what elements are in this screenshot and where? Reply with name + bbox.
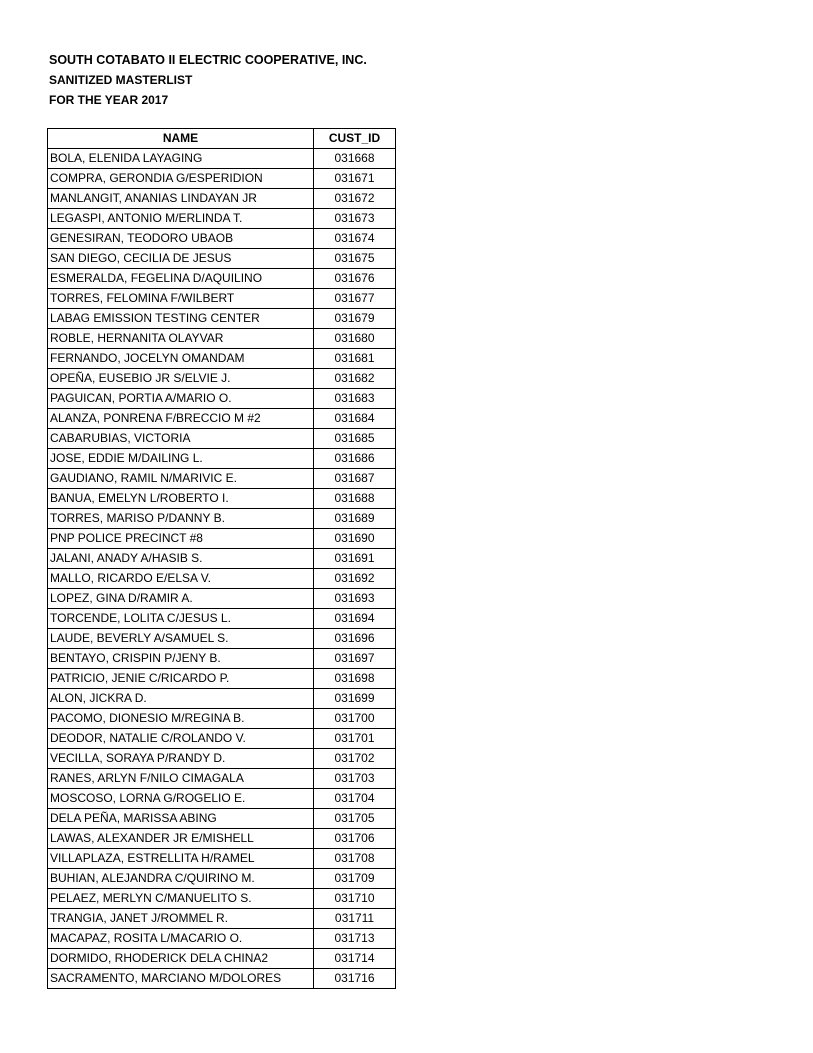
table-row [48,169,396,189]
customer-id-cell: 031694 [314,609,396,629]
table-row [48,369,396,389]
column-header-name: NAME [48,129,314,149]
customer-id-cell: 031706 [314,829,396,849]
table-row [48,509,396,529]
document-subtitle: SANITIZED MASTERLIST [49,73,193,87]
customer-id-cell: 031702 [314,749,396,769]
table-row [48,229,396,249]
customer-name-cell: GAUDIANO, RAMIL N/MARIVIC E. [48,469,314,489]
table-row [48,409,396,429]
table-row [48,469,396,489]
table-row [48,649,396,669]
customer-name-cell: VECILLA, SORAYA P/RANDY D. [48,749,314,769]
customer-id-cell: 031676 [314,269,396,289]
customer-id-cell: 031700 [314,709,396,729]
table-row [48,849,396,869]
customer-id-cell: 031680 [314,329,396,349]
customer-name-cell: ESMERALDA, FEGELINA D/AQUILINO [48,269,314,289]
table-row [48,449,396,469]
customer-id-cell: 031697 [314,649,396,669]
table-row [48,349,396,369]
customer-id-cell: 031674 [314,229,396,249]
customer-name-cell: LABAG EMISSION TESTING CENTER [48,309,314,329]
customer-id-cell: 031684 [314,409,396,429]
customer-id-cell: 031686 [314,449,396,469]
table-row [48,689,396,709]
customer-id-cell: 031708 [314,849,396,869]
customer-id-cell: 031713 [314,929,396,949]
customer-name-cell: BENTAYO, CRISPIN P/JENY B. [48,649,314,669]
table-row [48,549,396,569]
table-row [48,829,396,849]
customer-id-cell: 031692 [314,569,396,589]
table-row [48,629,396,649]
customer-id-cell: 031673 [314,209,396,229]
customer-name-cell: OPEÑA, EUSEBIO JR S/ELVIE J. [48,369,314,389]
customer-id-cell: 031711 [314,909,396,929]
table-row [48,809,396,829]
customer-name-cell: ALANZA, PONRENA F/BRECCIO M #2 [48,409,314,429]
customer-name-cell: PNP POLICE PRECINCT #8 [48,529,314,549]
customer-name-cell: TORRES, MARISO P/DANNY B. [48,509,314,529]
table-row [48,189,396,209]
table-row [48,209,396,229]
customer-id-cell: 031714 [314,949,396,969]
table-row [48,889,396,909]
table-row [48,669,396,689]
customer-name-cell: ALON, JICKRA D. [48,689,314,709]
customer-id-cell: 031690 [314,529,396,549]
customer-name-cell: BANUA, EMELYN L/ROBERTO I. [48,489,314,509]
customer-name-cell: ROBLE, HERNANITA OLAYVAR [48,329,314,349]
customer-id-cell: 031681 [314,349,396,369]
customer-id-cell: 031683 [314,389,396,409]
table-row [48,869,396,889]
customer-name-cell: PELAEZ, MERLYN C/MANUELITO S. [48,889,314,909]
customer-id-cell: 031672 [314,189,396,209]
document-year: FOR THE YEAR 2017 [49,93,169,107]
customer-name-cell: LAUDE, BEVERLY A/SAMUEL S. [48,629,314,649]
customer-name-cell: BUHIAN, ALEJANDRA C/QUIRINO M. [48,869,314,889]
customer-name-cell: CABARUBIAS, VICTORIA [48,429,314,449]
customer-name-cell: BOLA, ELENIDA LAYAGING [48,149,314,169]
customer-id-cell: 031716 [314,969,396,989]
customer-name-cell: LEGASPI, ANTONIO M/ERLINDA T. [48,209,314,229]
customer-id-cell: 031682 [314,369,396,389]
customer-name-cell: MALLO, RICARDO E/ELSA V. [48,569,314,589]
customer-id-cell: 031696 [314,629,396,649]
table-header-row [48,129,396,149]
table-row [48,489,396,509]
customer-name-cell: DORMIDO, RHODERICK DELA CHINA2 [48,949,314,969]
table-row [48,249,396,269]
customer-name-cell: LOPEZ, GINA D/RAMIR A. [48,589,314,609]
customer-id-cell: 031705 [314,809,396,829]
table-row [48,929,396,949]
customer-name-cell: GENESIRAN, TEODORO UBAOB [48,229,314,249]
customer-name-cell: SAN DIEGO, CECILIA DE JESUS [48,249,314,269]
table-row [48,569,396,589]
table-row [48,789,396,809]
table-row [48,969,396,989]
customer-name-cell: MACAPAZ, ROSITA L/MACARIO O. [48,929,314,949]
table-row [48,949,396,969]
table-row [48,769,396,789]
customer-id-cell: 031677 [314,289,396,309]
customer-id-cell: 031704 [314,789,396,809]
table-row [48,589,396,609]
customer-name-cell: TORRES, FELOMINA F/WILBERT [48,289,314,309]
customer-id-cell: 031671 [314,169,396,189]
customer-id-cell: 031675 [314,249,396,269]
table-row [48,909,396,929]
table-row [48,709,396,729]
customer-id-cell: 031679 [314,309,396,329]
table-row [48,269,396,289]
customer-id-cell: 031701 [314,729,396,749]
column-header-cust-id: CUST_ID [314,129,396,149]
company-title: SOUTH COTABATO II ELECTRIC COOPERATIVE, INC. [49,53,367,67]
customer-name-cell: JALANI, ANADY A/HASIB S. [48,549,314,569]
customer-id-cell: 031688 [314,489,396,509]
customer-name-cell: DEODOR, NATALIE C/ROLANDO V. [48,729,314,749]
table-row [48,729,396,749]
table-row [48,149,396,169]
customer-name-cell: TRANGIA, JANET J/ROMMEL R. [48,909,314,929]
table-row [48,609,396,629]
customer-id-cell: 031689 [314,509,396,529]
table-row [48,749,396,769]
customer-id-cell: 031710 [314,889,396,909]
customer-name-cell: PATRICIO, JENIE C/RICARDO P. [48,669,314,689]
table-row [48,289,396,309]
customer-id-cell: 031668 [314,149,396,169]
customer-name-cell: FERNANDO, JOCELYN OMANDAM [48,349,314,369]
customer-name-cell: MOSCOSO, LORNA G/ROGELIO E. [48,789,314,809]
table-row [48,429,396,449]
table-row [48,329,396,349]
customer-name-cell: SACRAMENTO, MARCIANO M/DOLORES [48,969,314,989]
customer-name-cell: VILLAPLAZA, ESTRELLITA H/RAMEL [48,849,314,869]
customer-name-cell: TORCENDE, LOLITA C/JESUS L. [48,609,314,629]
customer-id-cell: 031693 [314,589,396,609]
customer-id-cell: 031685 [314,429,396,449]
customer-name-cell: DELA PEÑA, MARISSA ABING [48,809,314,829]
customer-id-cell: 031703 [314,769,396,789]
customer-id-cell: 031699 [314,689,396,709]
customer-name-cell: JOSE, EDDIE M/DAILING L. [48,449,314,469]
customer-name-cell: RANES, ARLYN F/NILO CIMAGALA [48,769,314,789]
customer-name-cell: MANLANGIT, ANANIAS LINDAYAN JR [48,189,314,209]
customer-name-cell: PAGUICAN, PORTIA A/MARIO O. [48,389,314,409]
customer-id-cell: 031698 [314,669,396,689]
customer-name-cell: LAWAS, ALEXANDER JR E/MISHELL [48,829,314,849]
table-row [48,529,396,549]
masterlist-table [47,128,396,989]
customer-name-cell: COMPRA, GERONDIA G/ESPERIDION [48,169,314,189]
customer-id-cell: 031691 [314,549,396,569]
table-row [48,309,396,329]
document-header [49,50,367,110]
table-row [48,389,396,409]
customer-id-cell: 031687 [314,469,396,489]
customer-name-cell: PACOMO, DIONESIO M/REGINA B. [48,709,314,729]
customer-id-cell: 031709 [314,869,396,889]
